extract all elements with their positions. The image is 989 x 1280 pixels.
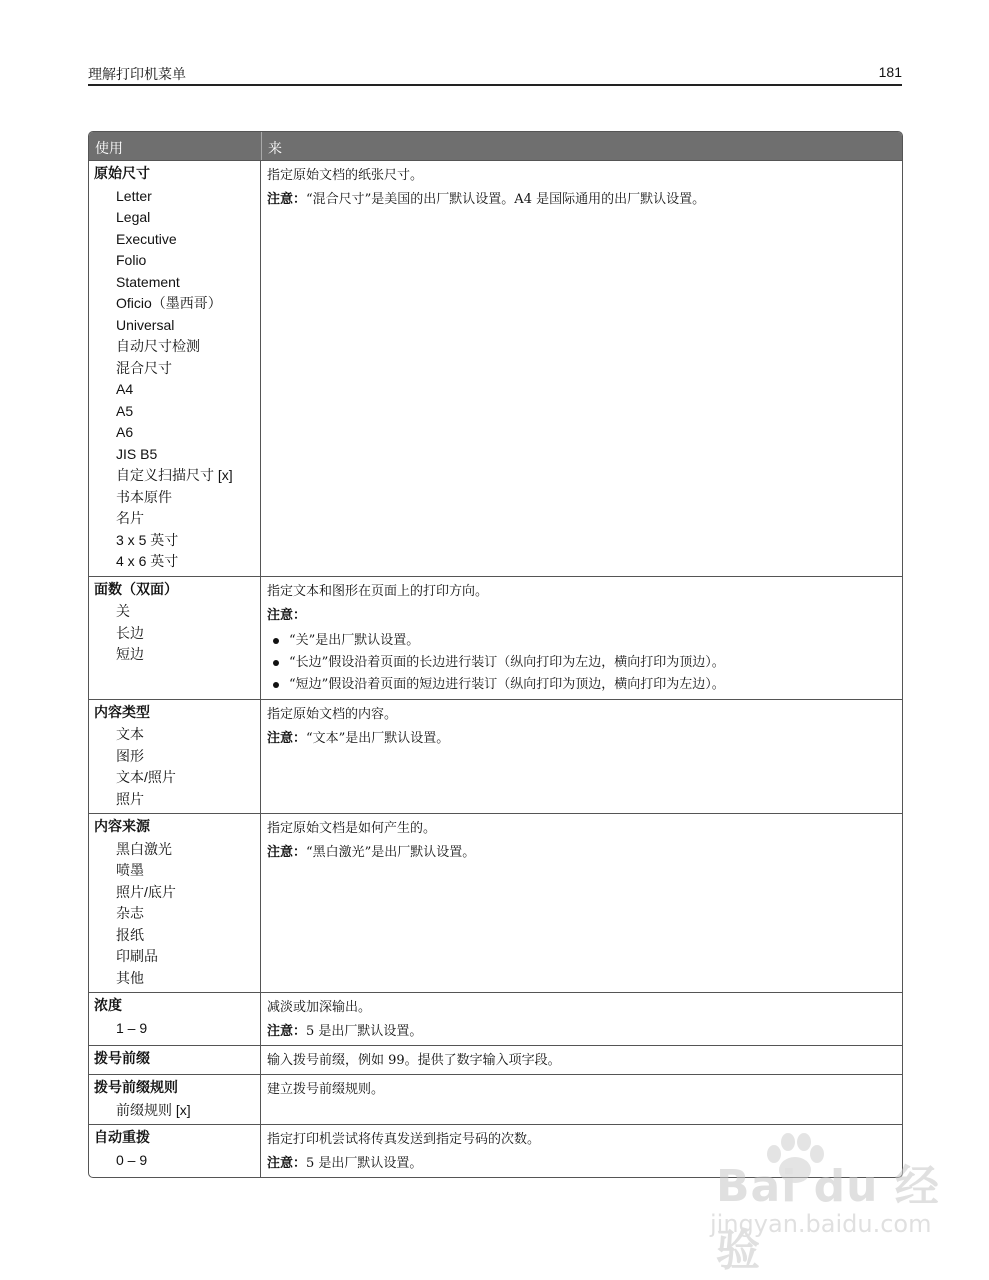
- setting-name: 浓度: [94, 998, 122, 1014]
- option-item: 喷墨: [116, 862, 144, 878]
- description-text: 建立拨号前缀规则。: [267, 1082, 385, 1097]
- description-text: 指定打印机尝试将传真发送到指定号码的次数。: [267, 1132, 541, 1147]
- menu-settings-table: [88, 131, 903, 1178]
- setting-name: 自动重拨: [94, 1130, 150, 1146]
- option-item: A4: [116, 381, 134, 397]
- option-item: Legal: [116, 209, 151, 225]
- note-text: 5 是出厂默认设置。: [306, 1024, 423, 1039]
- setting-cell: [89, 1075, 261, 1124]
- note-text: 5 是出厂默认设置。: [306, 1156, 423, 1171]
- note-label: 注意：: [267, 1156, 307, 1171]
- baidu-watermark: [700, 1130, 940, 1276]
- option-item: 名片: [116, 510, 144, 526]
- note: [267, 843, 896, 863]
- option-item: 关: [116, 603, 130, 619]
- option-item: Statement: [116, 273, 180, 290]
- setting-cell: [89, 814, 261, 992]
- option-item: Executive: [116, 230, 177, 247]
- description-cell: [261, 814, 902, 992]
- page-title: 理解打印机菜单: [88, 67, 186, 83]
- column-header-use: 使用: [89, 132, 262, 160]
- option-item: 报纸: [116, 926, 144, 943]
- description-text: 指定文本和图形在页面上的打印方向。: [267, 583, 489, 599]
- list-item: [289, 630, 896, 652]
- list-item: [289, 674, 896, 696]
- option-item: 1 – 9: [116, 1019, 148, 1036]
- note-bullet-list: [267, 630, 896, 696]
- option-item: 其他: [116, 969, 144, 986]
- note-label: 注意：: [267, 1024, 307, 1039]
- setting-name: 原始尺寸: [94, 166, 150, 182]
- note-text: “黑白激光”是出厂默认设置。: [306, 845, 476, 860]
- option-item: JIS B5: [116, 445, 158, 462]
- option-item: 文本: [116, 726, 144, 742]
- note: [267, 190, 896, 210]
- option-item: Folio: [116, 252, 147, 268]
- note-text: “文本”是出厂默认设置。: [306, 730, 450, 746]
- note: [267, 606, 896, 626]
- bullet-text: “短边”假设沿着页面的短边进行装订（纵向打印为顶边，横向打印为左边）。: [289, 676, 725, 692]
- option-item: A5: [116, 402, 134, 419]
- option-item: 杂志: [116, 905, 144, 921]
- option-item: 前缀规则 [x]: [116, 1101, 191, 1118]
- option-item: 长边: [116, 624, 144, 641]
- table-row-dial-prefix-rules: [89, 1074, 902, 1124]
- setting-cell: [89, 1046, 261, 1074]
- option-item: 短边: [116, 646, 144, 662]
- setting-cell: [89, 700, 261, 814]
- option-item: 黑白激光: [116, 840, 172, 857]
- option-item: Letter: [116, 187, 152, 204]
- setting-cell: [89, 993, 261, 1045]
- table-row-content-source: [89, 813, 902, 992]
- column-header-to: 来: [268, 141, 282, 157]
- bullet-text: “关”是出厂默认设置。: [289, 632, 420, 648]
- setting-name: 内容类型: [94, 704, 150, 721]
- setting-cell: [89, 161, 261, 576]
- option-item: 4 x 6 英寸: [116, 553, 179, 569]
- description-cell: [261, 700, 902, 814]
- option-item: 自动尺寸检测: [116, 338, 200, 354]
- note-text: “混合尺寸”是美国的出厂默认设置。A4 是国际通用的出厂默认设置。: [306, 192, 706, 207]
- note-label: 注意：: [267, 192, 307, 207]
- option-item: 照片: [116, 790, 144, 807]
- bullet-icon: [273, 682, 279, 688]
- option-item: 图形: [116, 747, 144, 764]
- setting-name: 拨号前缀规则: [94, 1080, 178, 1096]
- option-item: A6: [116, 424, 134, 440]
- table-row-content-type: [89, 699, 902, 814]
- setting-cell: [89, 1125, 261, 1177]
- bullet-text: “长边”假设沿着页面的长边进行装订（纵向打印为左边，横向打印为顶边）。: [289, 654, 725, 670]
- description-text: 指定原始文档的内容。: [267, 706, 398, 722]
- note: [267, 729, 896, 749]
- option-item: 混合尺寸: [116, 359, 172, 376]
- page-header: [88, 62, 902, 86]
- description-text: 指定原始文档是如何产生的。: [267, 821, 437, 836]
- table-row-original-size: [89, 160, 902, 576]
- description-cell: [261, 161, 902, 576]
- note-label: 注意：: [267, 845, 307, 860]
- setting-cell: [89, 577, 261, 699]
- table-header: [89, 132, 902, 160]
- option-item: 0 – 9: [116, 1151, 148, 1168]
- description-cell: [261, 993, 902, 1045]
- option-item: 印刷品: [116, 948, 158, 964]
- table-row-sides-duplex: [89, 576, 902, 699]
- table-row-dial-prefix: [89, 1045, 902, 1074]
- watermark-url: jingyan.baidu.com: [710, 1210, 932, 1238]
- bullet-icon: [273, 660, 279, 666]
- note-label: 注意：: [267, 607, 307, 623]
- setting-name: 面数（双面）: [94, 581, 178, 598]
- note-label: 注意：: [267, 730, 307, 746]
- watermark-brand: Bai du 经验: [716, 1161, 940, 1276]
- option-item: 自定义扫描尺寸 [x]: [116, 467, 233, 483]
- option-item: 书本原件: [116, 488, 172, 505]
- setting-name: 拨号前缀: [94, 1051, 150, 1067]
- page-number: 181: [878, 64, 902, 80]
- bullet-icon: [273, 638, 279, 644]
- table-row-darkness: [89, 992, 902, 1045]
- option-item: 文本/照片: [116, 769, 176, 785]
- option-item: 3 x 5 英寸: [116, 531, 179, 548]
- description-cell: [261, 577, 902, 699]
- description-text: 减淡或加深输出。: [267, 1000, 372, 1015]
- option-item: 照片/底片: [116, 883, 176, 900]
- setting-name: 内容来源: [94, 819, 150, 835]
- option-item: Oficio（墨西哥）: [116, 295, 222, 311]
- description-cell: [261, 1046, 902, 1074]
- note: [267, 1022, 896, 1042]
- description-text: 输入拨号前缀，例如 99。提供了数字输入项字段。: [267, 1053, 561, 1068]
- description-cell: [261, 1075, 902, 1124]
- option-item: Universal: [116, 316, 175, 333]
- description-text: 指定原始文档的纸张尺寸。: [267, 168, 424, 183]
- list-item: [289, 652, 896, 674]
